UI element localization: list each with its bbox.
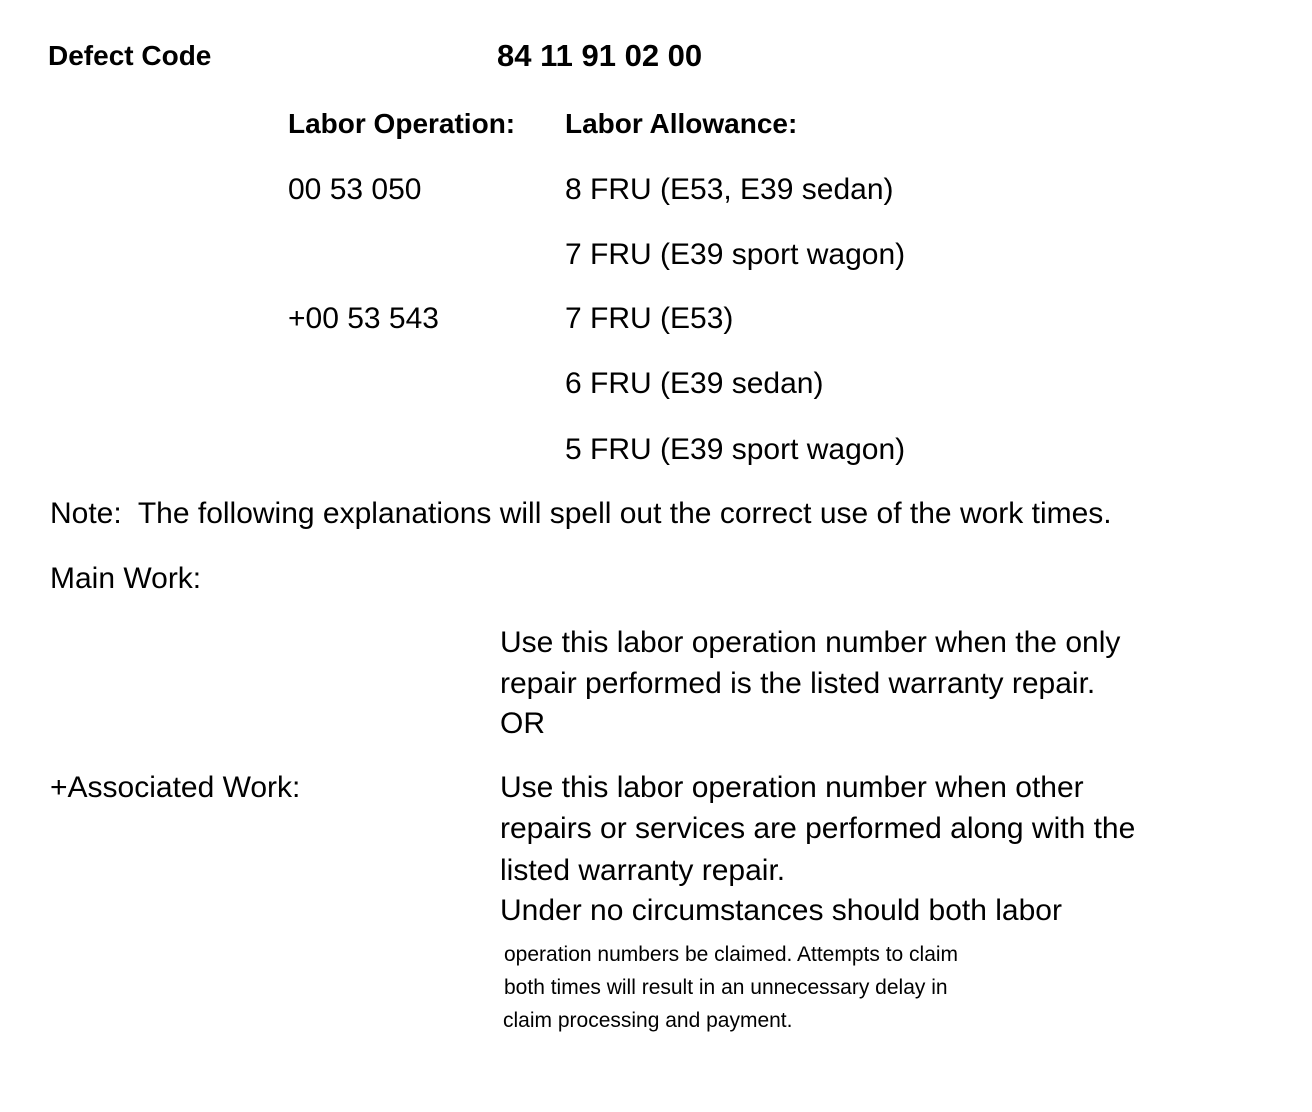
main-work-text-line: Use this labor operation number when the only xyxy=(500,626,1121,659)
main-work-text-line: repair performed is the listed warranty repair. xyxy=(500,667,1096,700)
labor-operation-cell: +00 53 543 xyxy=(288,302,439,335)
defect-code-value: 84 11 91 02 00 xyxy=(497,38,703,73)
associated-work-text-line: repairs or services are performed along with the xyxy=(500,812,1136,845)
associated-work-label: +Associated Work: xyxy=(50,771,301,804)
labor-allowance-cell: 7 FRU (E53) xyxy=(565,302,734,335)
main-work-text-line: OR xyxy=(500,707,545,740)
defect-code-label: Defect Code xyxy=(48,40,212,71)
labor-allowance-header: Labor Allowance: xyxy=(565,108,798,139)
labor-allowance-cell: 8 FRU (E53, E39 sedan) xyxy=(565,173,894,206)
note-text: Note: The following explanations will spell out the correct use of the work times. xyxy=(50,497,1112,530)
associated-work-fine-print-line: operation numbers be claimed. Attempts to claim xyxy=(504,943,959,966)
main-work-label: Main Work: xyxy=(50,562,202,595)
labor-operation-cell: 00 53 050 xyxy=(288,173,422,206)
associated-work-text-line: Under no circumstances should both labor xyxy=(500,894,1062,927)
labor-allowance-cell: 5 FRU (E39 sport wagon) xyxy=(565,433,906,466)
labor-allowance-cell: 6 FRU (E39 sedan) xyxy=(565,367,824,400)
associated-work-fine-print-line: claim processing and payment. xyxy=(503,1009,793,1032)
associated-work-text-line: listed warranty repair. xyxy=(500,854,786,887)
labor-operation-header: Labor Operation: xyxy=(288,108,516,139)
associated-work-text-line: Use this labor operation number when other xyxy=(500,771,1084,804)
associated-work-fine-print-line: both times will result in an unnecessary delay in xyxy=(504,976,948,999)
labor-allowance-cell: 7 FRU (E39 sport wagon) xyxy=(565,238,906,271)
